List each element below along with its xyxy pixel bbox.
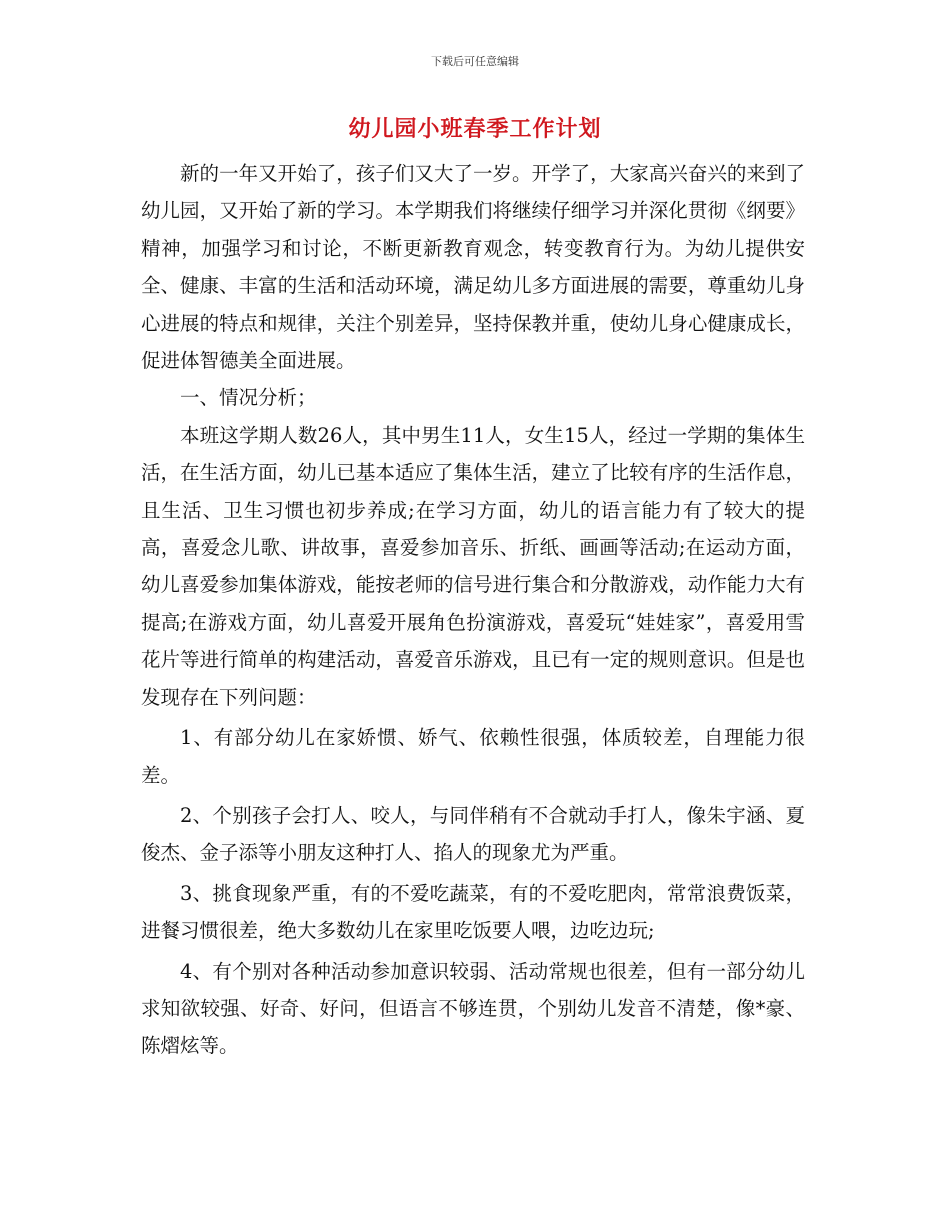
document-body bbox=[141, 155, 805, 1065]
header-note: 下载后可任意编辑 bbox=[431, 55, 519, 68]
list-item-3: 3、挑食现象严重，有的不爱吃蔬菜，有的不爱吃肥肉，常常浪费饭菜，进餐习惯很差，绝大多数幼儿在家里吃饭要人喂，边吃边玩; bbox=[141, 881, 805, 943]
list-item-2: 2、个别孩子会打人、咬人，与同伴稍有不合就动手打人，像朱宇涵、夏俊杰、金子添等小朋友这种打人、掐人的现象尤为严重。 bbox=[141, 803, 805, 865]
section-heading-situation: 一、情况分析； bbox=[180, 386, 317, 410]
list-item-4: 4、有个别对各种活动参加意识较弱、活动常规也很差，但有一部分幼儿求知欲较强、好奇、好问，但语言不够连贯，个别幼儿发音不清楚，像*豪、陈熠炫等。 bbox=[141, 959, 805, 1058]
paragraph-class-analysis: 本班这学期人数26人，其中男生11人，女生15人，经过一学期的集体生活，在生活方面，幼儿已基本适应了集体生活，建立了比较有序的生活作息，且生活、卫生习惯也初步养成;在学习方面，幼儿的语言能力有了较大的提高，喜爱念儿歌、讲故事，喜爱参加音乐、折纸、画画等活动;在运动方面，幼儿喜爱参加集体游戏，能按老师的信号进行集合和分散游戏，动作能力大有提高;在游戏方面，幼儿喜爱开展角色扮演游戏，喜爱玩“娃娃家”，喜爱用雪花片等进行简单的构建活动，喜爱音乐游戏，且已有一定的规则意识。但是也发现存在下列问题： bbox=[141, 423, 805, 709]
list-item-1: 1、有部分幼儿在家娇惯、娇气、依赖性很强，体质较差，自理能力很差。 bbox=[141, 726, 805, 787]
document-title: 幼儿园小班春季工作计划 bbox=[348, 117, 602, 142]
paragraph-intro: 新的一年又开始了，孩子们又大了一岁。开学了，大家高兴奋兴的来到了幼儿园，又开始了新的学习。本学期我们将继续仔细学习并深化贯彻《纲要》精神，加强学习和讨论，不断更新教育观念，转变教育行为。为幼儿提供安全、健康、丰富的生活和活动环境，满足幼儿多方面进展的需要，尊重幼儿身心进展的特点和规律，关注个别差异，坚持保教并重，使幼儿身心健康成长，促进体智德美全面进展。 bbox=[141, 162, 805, 373]
